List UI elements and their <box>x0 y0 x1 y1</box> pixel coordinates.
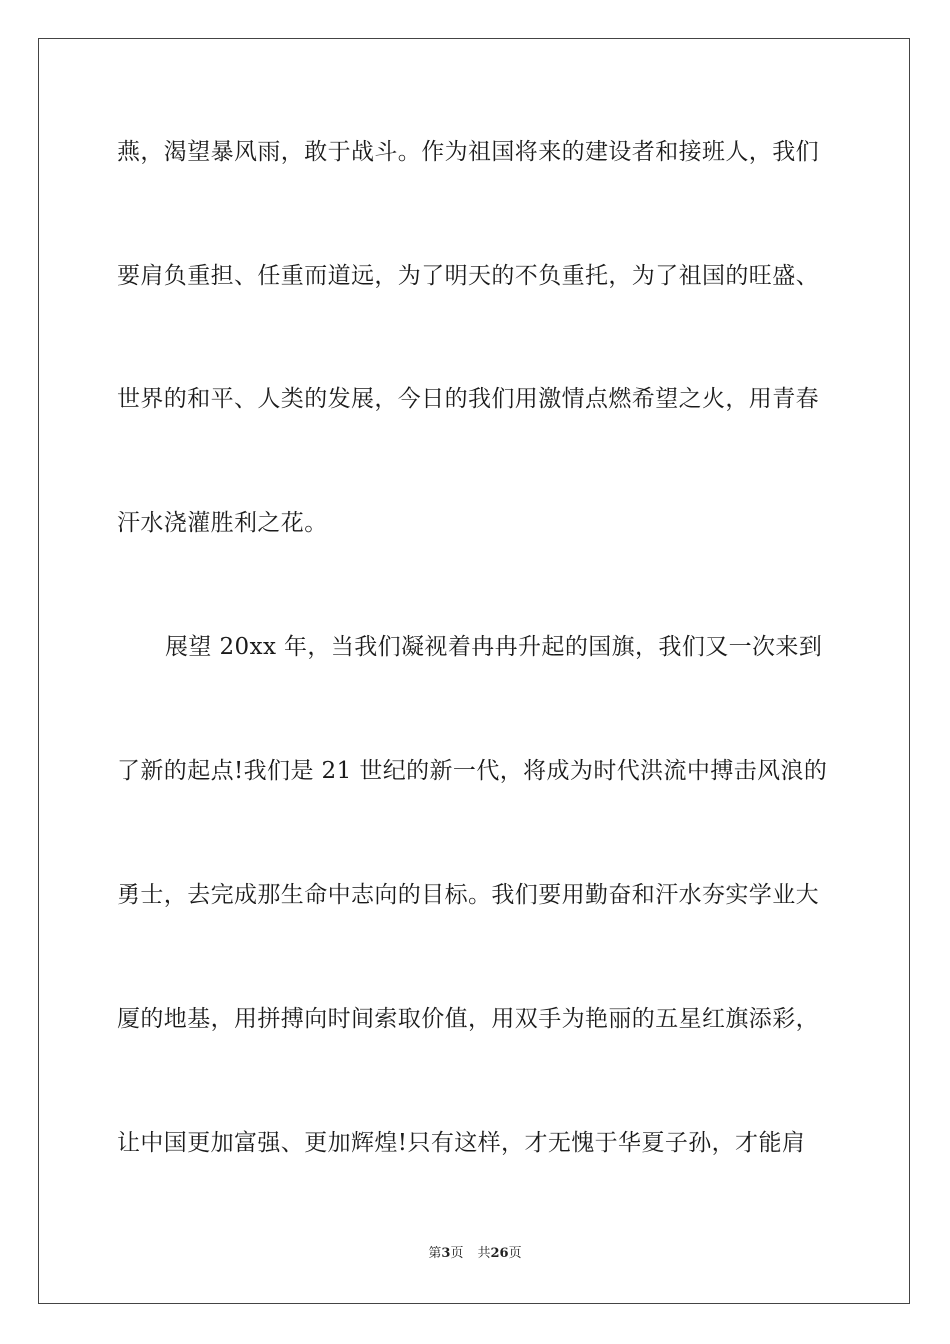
body-text-line-3: 世界的和平、人类的发展，今日的我们用激情点燃希望之火，用青春 <box>117 386 819 412</box>
page-prefix: 第 <box>428 1246 442 1261</box>
body-text-line-8: 厦的地基，用拼搏向时间索取价值，用双手为艳丽的五星红旗添彩， <box>117 1006 819 1032</box>
body-text-line-9: 让中国更加富强、更加辉煌!只有这样，才无愧于华夏子孙，才能肩 <box>117 1130 806 1156</box>
page-footer <box>0 1245 950 1263</box>
body-text-line-6: 了新的起点!我们是 21 世纪的新一代，将成为时代洪流中搏击风浪的 <box>117 758 828 784</box>
page-number: 3 <box>441 1246 451 1261</box>
total-suffix: 页 <box>508 1246 522 1261</box>
body-text-line-4: 汗水浇灌胜利之花。 <box>117 510 328 536</box>
page-border <box>38 38 910 1304</box>
total-pages: 26 <box>490 1246 509 1261</box>
page-suffix: 页 <box>450 1246 464 1261</box>
paragraph-start-line: 展望 20xx 年，当我们凝视着冉冉升起的国旗，我们又一次来到 <box>165 634 823 660</box>
total-prefix: 共 <box>477 1246 491 1261</box>
body-text-line-1: 燕，渴望暴风雨，敢于战斗。作为祖国将来的建设者和接班人，我们 <box>117 139 819 165</box>
body-text-line-2: 要肩负重担、任重而道远，为了明天的不负重托，为了祖国的旺盛、 <box>117 263 819 289</box>
body-text-line-7: 勇士，去完成那生命中志向的目标。我们要用勤奋和汗水夯实学业大 <box>117 882 819 908</box>
